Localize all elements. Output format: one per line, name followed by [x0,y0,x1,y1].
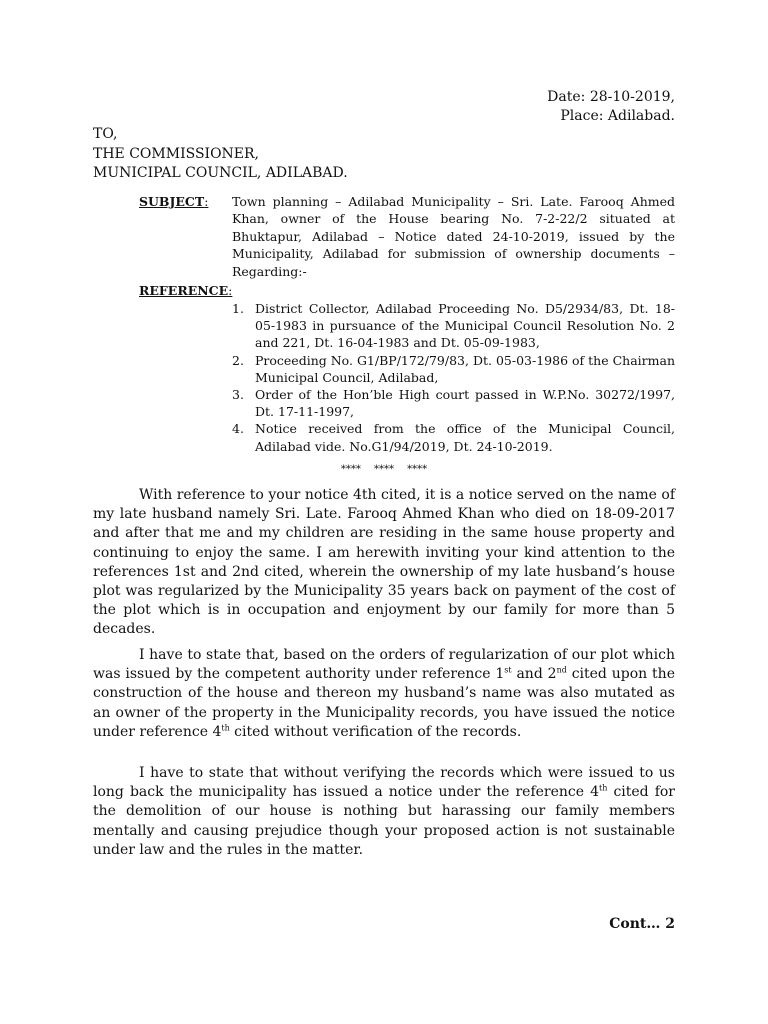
reference-label: REFERENCE: [139,283,233,298]
recipient-address [93,125,348,184]
subject-label: SUBJECT: [139,194,209,209]
body-paragraph-1: With reference to your notice 4th cited, it is a notice served on the name of my late husband namely Sri. Late. Farooq Ahmed Khan who died on 18-09-2017 and after that me and my children are residing in the same house property and continuing to enjoy the same. I am herewith inviting your kind attention to the references 1st and 2nd cited, wherein the ownership of my late husband’s house plot was regularized by the Municipality 35 years back on payment of the cost of the plot which is in occupation and enjoyment by our family for more than 5 decades. [93,487,675,638]
reference-item: 1. District Collector, Adilabad Proceeding No. D5/2934/83, Dt. 18-05-1983 in pursuance of the Municipal Council Resolution No. 2 and 221, Dt. 16-04-1983 and Dt. 05-09-1983, [232,301,675,351]
recipient-line-1: THE COMMISSIONER, [93,145,260,162]
reference-list [232,300,675,455]
reference-item: 4. Notice received from the office of the Municipal Council, Adilabad vide. No.G1/94/2019, Dt. 24-10-2019. [232,421,675,454]
recipient-to: TO, [93,126,118,142]
recipient-line-2: MUNICIPAL COUNCIL, ADILABAD. [93,165,348,181]
reference-item: 2. Proceeding No. G1/BP/172/79/83, Dt. 05-03-1986 of the Chairman Municipal Council, Adilabad, [232,352,675,385]
body-paragraph-2: I have to state that, based on the orders of regularization of our plot which was issued by the competent authority under reference 1st and 2nd cited upon the construction of the house and thereon my husband’s name was also mutated as an owner of the property in the Municipality records, you have issued the notice under reference 4th cited without verification of the records. [93,647,675,740]
letter-date: Date: 28-10-2019, [547,89,675,105]
body-paragraph-3: I have to state that without verifying the records which were issued to us long back the municipality has issued a notice under the reference 4th cited for the demolition of our house is nothing but harassing our family members mentally and causing prejudice though your proposed action is not sustainable under law and the rules in the matter. [93,765,675,858]
letter-place: Place: Adilabad. [560,108,675,124]
section-separator: **** **** **** [340,464,428,475]
subject-text: Town planning – Adilabad Municipality – Sri. Late. Farooq Ahmed Khan, owner of the House bearing No. 7-2-22/2 situated at Bhuktapur, Adilabad – Notice dated 24-10-2019, issued by the Municipality, Adilabad for submission of ownership documents – Regarding:- [232,194,675,279]
reference-item: 3. Order of the Hon’ble High court passed in W.P.No. 30272/1997, Dt. 17-11-1997, [232,387,675,420]
continuation-note: Cont… 2 [609,916,675,932]
